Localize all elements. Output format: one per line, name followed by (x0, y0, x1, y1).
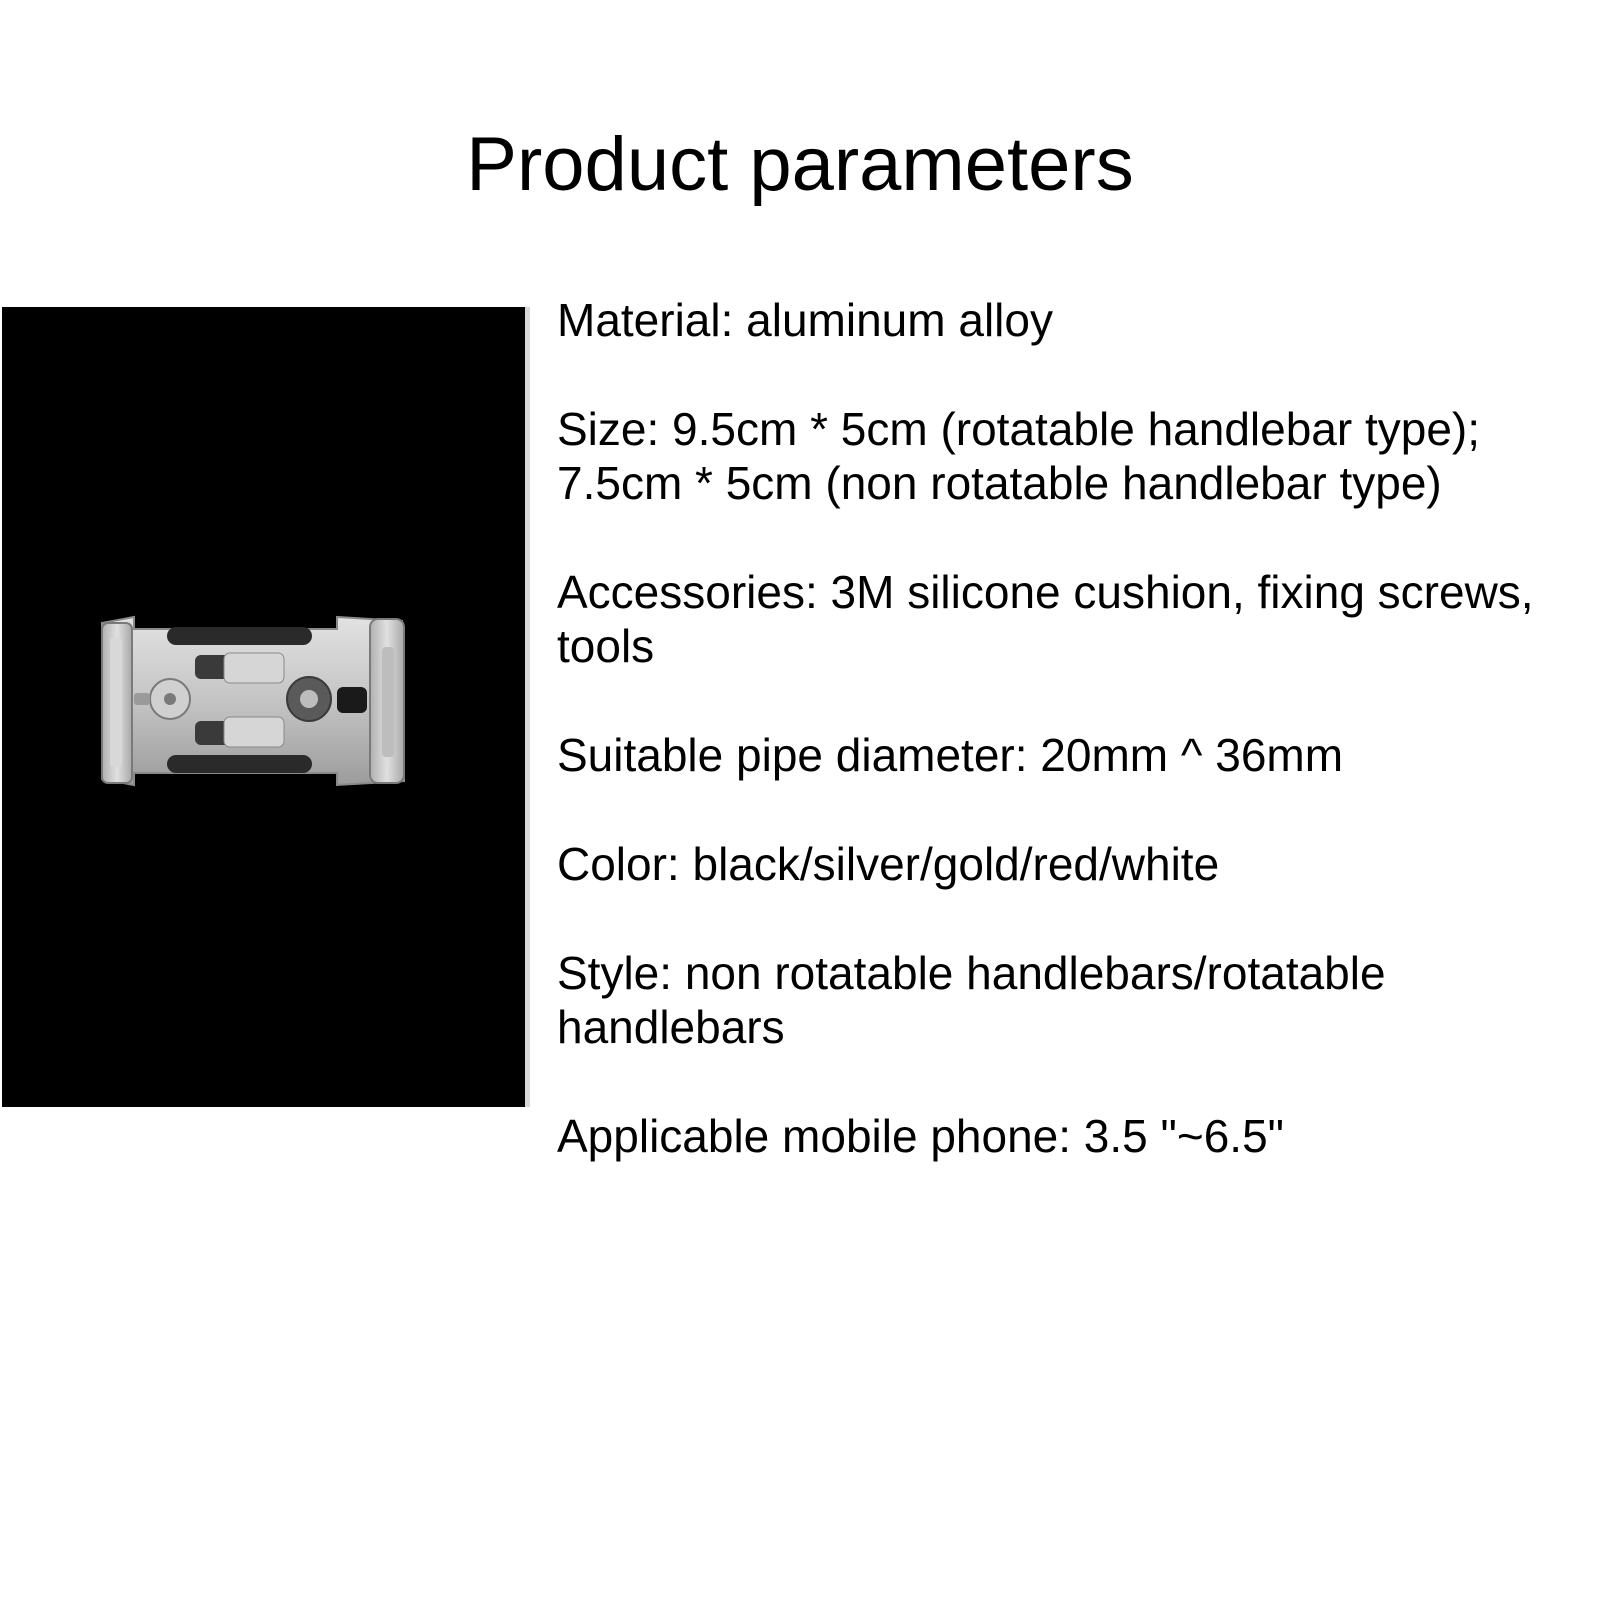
parameter-list (557, 293, 1587, 1218)
phone-holder-illustration (2, 307, 525, 1107)
param-style: Style: non rotatable handlebars/rotatable handlebars (557, 947, 1386, 1053)
bottom-grip-pad (167, 755, 312, 773)
param-applicable-phone: Applicable mobile phone: 3.5 "~6.5" (557, 1110, 1284, 1162)
page-title: Product parameters (466, 122, 1134, 207)
right-knob (287, 677, 331, 721)
param-pipe-diameter: Suitable pipe diameter: 20mm ^ 36mm (557, 729, 1344, 781)
product-photo (2, 307, 530, 1107)
param-color: Color: black/silver/gold/red/white (557, 838, 1220, 890)
param-material: Material: aluminum alloy (557, 294, 1053, 346)
param-accessories: Accessories: 3M silicone cushion, fixing screws, tools (557, 566, 1534, 672)
param-size: Size: 9.5cm * 5cm (rotatable handlebar type); 7.5cm * 5cm (non rotatable handlebar type) (557, 403, 1481, 509)
top-grip-pad (167, 627, 312, 645)
